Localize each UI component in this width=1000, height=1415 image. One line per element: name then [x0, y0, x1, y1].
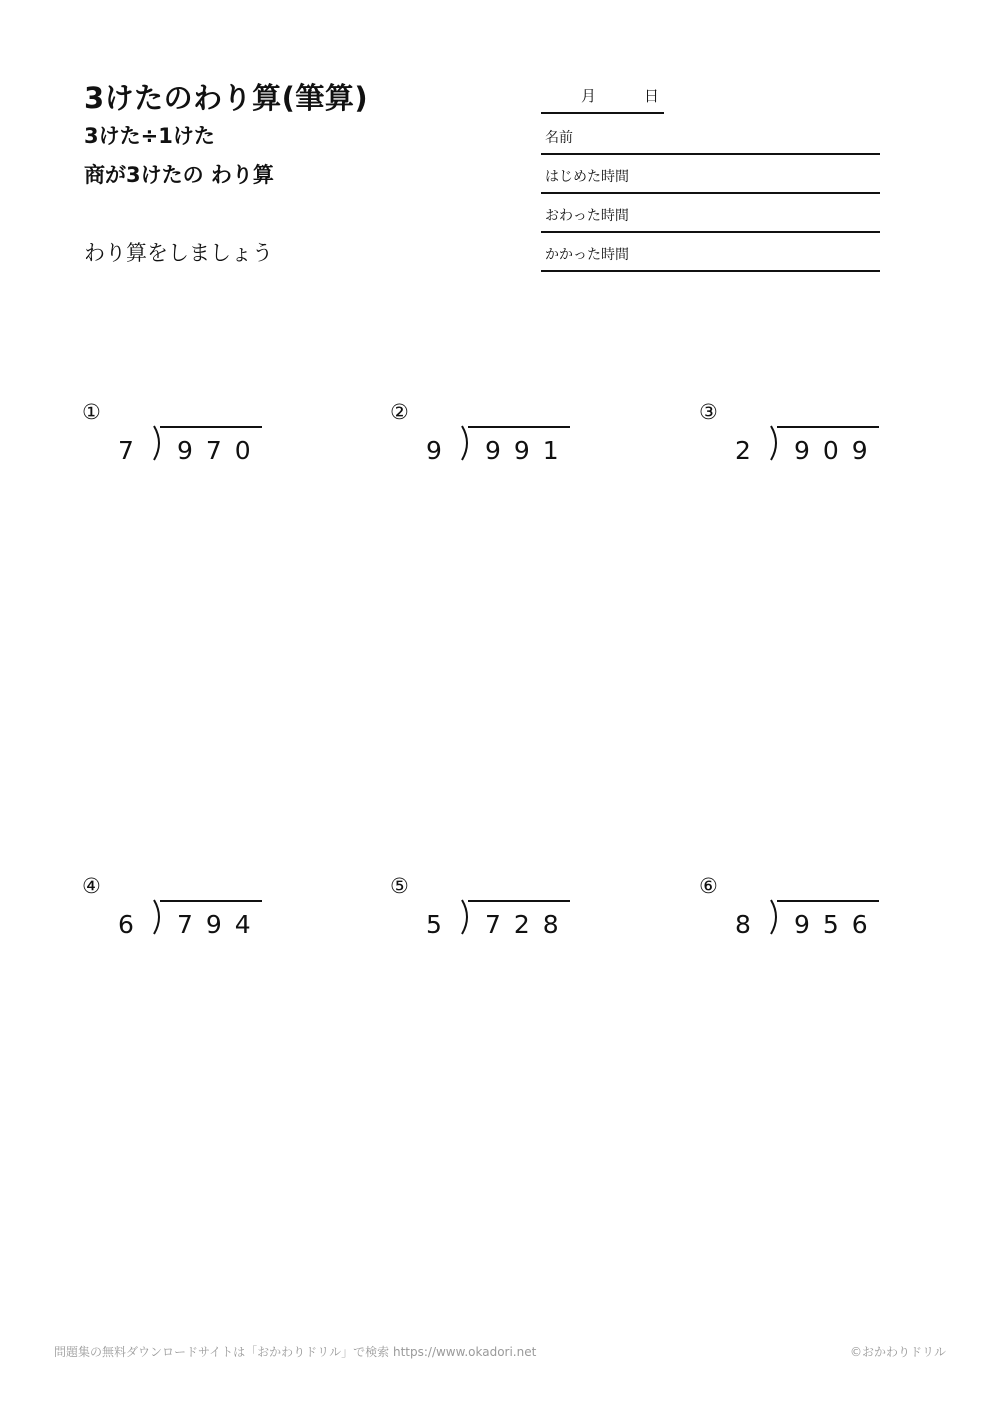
divisor: 2: [735, 436, 751, 465]
divisor: 6: [118, 910, 134, 939]
division-bar: [777, 900, 879, 902]
elapsed-time-field[interactable]: [541, 233, 880, 272]
long-division-bracket-icon: [460, 425, 472, 461]
division-bar: [160, 426, 262, 428]
division-bar: [468, 900, 570, 902]
division-bar: [160, 900, 262, 902]
name-label: 名前: [545, 130, 573, 146]
date-field[interactable]: [541, 76, 664, 114]
divisor: 9: [426, 436, 442, 465]
long-division-bracket-icon: [460, 899, 472, 935]
end-time-field[interactable]: [541, 194, 880, 233]
division-bar: [468, 426, 570, 428]
problem-6: [699, 874, 899, 954]
division-bar: [777, 426, 879, 428]
dividend: 728: [485, 910, 572, 939]
worksheet-subtitle-digits: 3けた÷1けた: [84, 124, 215, 148]
dividend: 794: [177, 910, 264, 939]
problem-number: ①: [82, 400, 101, 424]
name-field[interactable]: [541, 116, 880, 155]
long-division-bracket-icon: [152, 899, 164, 935]
dividend: 956: [794, 910, 881, 939]
problem-2: [390, 400, 590, 480]
problem-4: [82, 874, 282, 954]
problem-number: ⑤: [390, 874, 409, 898]
worksheet-subtitle-quotient: 商が3けたの わり算: [84, 163, 274, 187]
divisor: 5: [426, 910, 442, 939]
day-label: 日: [644, 87, 660, 105]
dividend: 970: [177, 436, 264, 465]
problem-number: ④: [82, 874, 101, 898]
problem-number: ③: [699, 400, 718, 424]
start-time-field[interactable]: [541, 155, 880, 194]
long-division-bracket-icon: [769, 425, 781, 461]
dividend: 909: [794, 436, 881, 465]
problem-1: [82, 400, 282, 480]
problem-5: [390, 874, 590, 954]
footer-copyright: ©おかわりドリル: [850, 1345, 947, 1359]
end-time-label: おわった時間: [545, 208, 629, 224]
long-division-bracket-icon: [769, 899, 781, 935]
problem-number: ⑥: [699, 874, 718, 898]
instruction-text: わり算をしましょう: [84, 241, 273, 265]
start-time-label: はじめた時間: [545, 169, 629, 185]
divisor: 8: [735, 910, 751, 939]
worksheet-title: 3けたのわり算(筆算): [84, 81, 369, 115]
problem-number: ②: [390, 400, 409, 424]
footer-site-info: 問題集の無料ダウンロードサイトは「おかわりドリル」で検索 https://www.okadori.net: [54, 1345, 537, 1359]
problem-3: [699, 400, 899, 480]
dividend: 991: [485, 436, 572, 465]
divisor: 7: [118, 436, 134, 465]
month-label: 月: [581, 87, 597, 105]
elapsed-time-label: かかった時間: [545, 247, 629, 263]
long-division-bracket-icon: [152, 425, 164, 461]
